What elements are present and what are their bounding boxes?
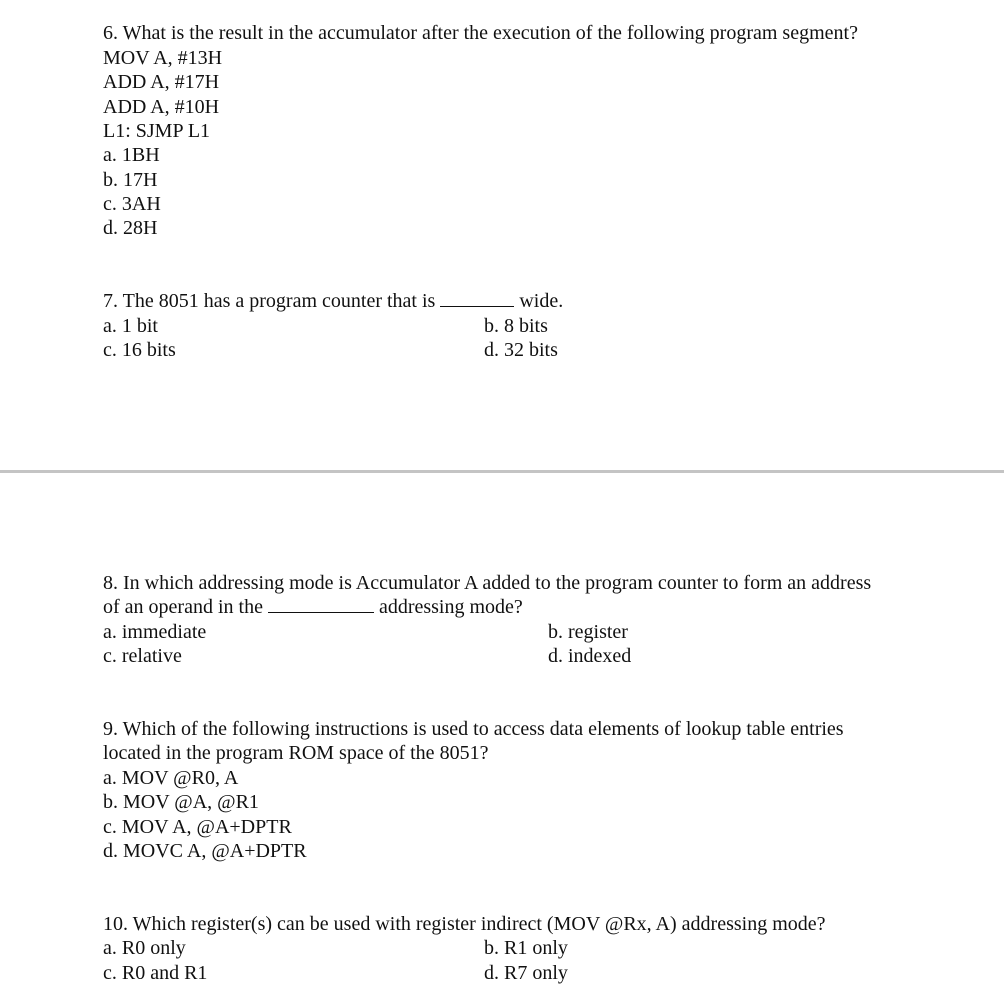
option-c: c. relative [103,645,182,667]
question-6-text: 6. What is the result in the accumulator after the execution of the following program segment? [103,22,858,44]
option-a: a. R0 only [103,937,186,959]
question-8-text: 8. In which addressing mode is Accumulator A added to the program counter to form an address [103,572,872,594]
option-d: d. R7 only [484,962,568,984]
option-a: a. 1BH [103,144,160,166]
code-line: L1: SJMP L1 [103,120,211,142]
question-8-text-line2 [103,595,523,619]
option-a: a. 1 bit [103,315,158,337]
answer-blank [268,596,374,613]
option-d: d. indexed [548,645,632,667]
page-divider [0,470,1004,473]
question-10-text: 10. Which register(s) can be used with register indirect (MOV @Rx, A) addressing mode? [103,913,826,935]
code-line: MOV A, #13H [103,47,223,69]
question-text-part: of an operand in the [103,596,263,618]
option-c: c. 3AH [103,193,161,215]
option-d: d. 28H [103,217,158,239]
question-9-text-line2: located in the program ROM space of the 8051? [103,742,489,764]
option-b: b. MOV @A, @R1 [103,791,259,813]
option-b: b. 17H [103,169,158,191]
answer-blank [440,290,514,307]
option-b: b. R1 only [484,937,568,959]
option-d: d. MOVC A, @A+DPTR [103,840,307,862]
option-b: b. register [548,621,628,643]
option-b: b. 8 bits [484,315,548,337]
code-line: ADD A, #17H [103,71,220,93]
code-line: ADD A, #10H [103,96,220,118]
option-d: d. 32 bits [484,339,558,361]
question-text-part: wide. [519,290,564,312]
option-c: c. MOV A, @A+DPTR [103,816,292,838]
option-a: a. MOV @R0, A [103,767,239,789]
question-text-part: addressing mode? [378,596,523,618]
option-c: c. 16 bits [103,339,176,361]
option-a: a. immediate [103,621,207,643]
question-7-text [103,289,563,313]
question-9-text: 9. Which of the following instructions is used to access data elements of lookup table entries [103,718,844,740]
question-text-part: 7. The 8051 has a program counter that is [103,290,436,312]
option-c: c. R0 and R1 [103,962,208,984]
